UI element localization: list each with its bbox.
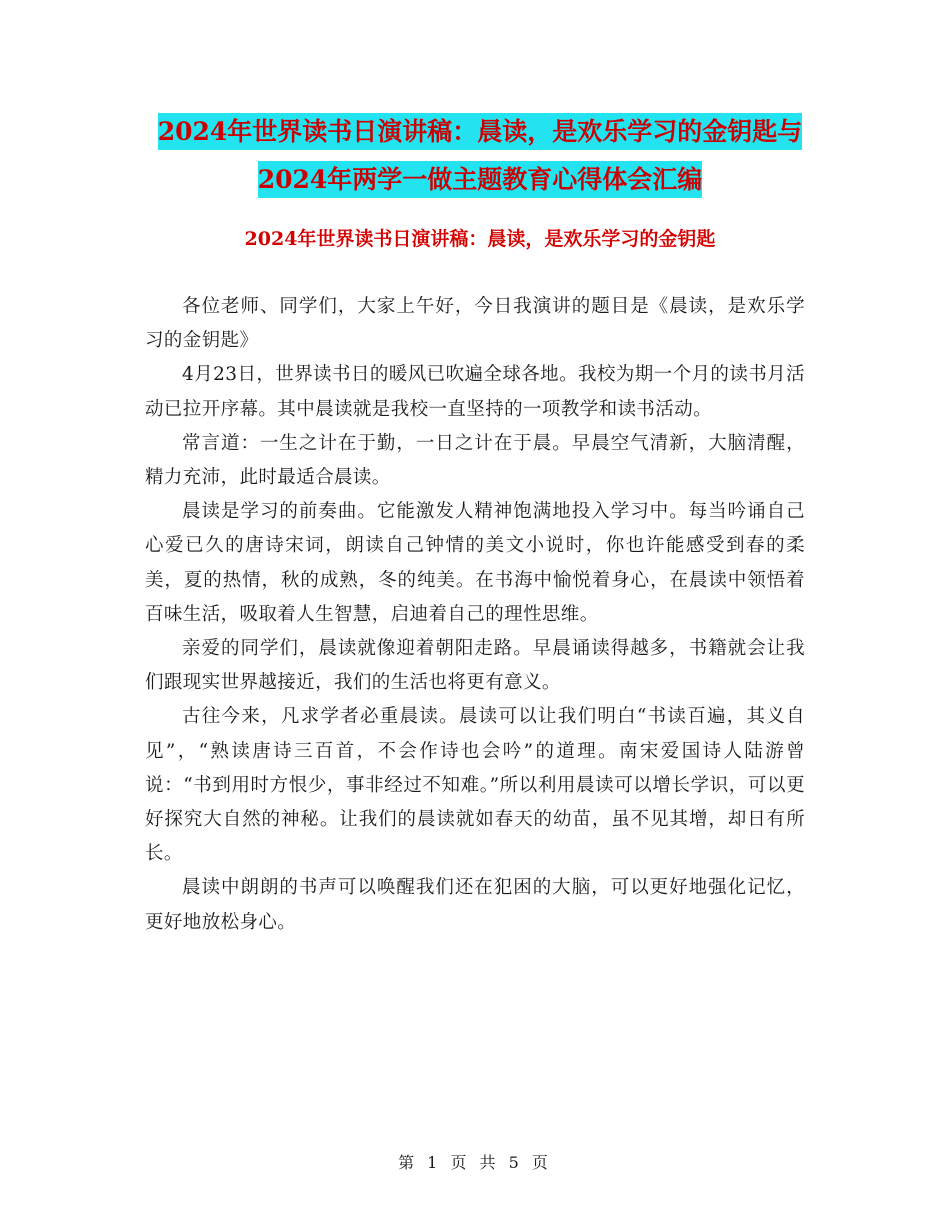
paragraph: 晨读中朗朗的书声可以唤醒我们还在犯困的大脑，可以更好地强化记忆，更好地放松身心。 xyxy=(145,877,805,933)
document-title-highlight: 2024年世界读书日演讲稿：晨读，是欢乐学习的金钥匙与2024年两学一做主题教育心得体会汇编 xyxy=(158,113,803,198)
paragraph: 4月23日，世界读书日的暖风已吹遍全球各地。我校为期一个月的读书月活动已拉开序幕。其中晨读就是我校一直坚持的一项教学和读书活动。 xyxy=(145,364,805,420)
document-title xyxy=(140,108,820,204)
paragraph: 古往今来，凡求学者必重晨读。晨读可以让我们明白“书读百遍，其义自见”，“熟读唐诗三百首，不会作诗也会吟”的道理。南宋爱国诗人陆游曾说：“书到用时方恨少，事非经过不知难。”所以利用晨读可以增长学识，可以更好探究大自然的神秘。让我们的晨读就如春天的幼苗，虽不见其增，却日有所长。 xyxy=(145,706,805,865)
paragraph: 亲爱的同学们，晨读就像迎着朝阳走路。早晨诵读得越多，书籍就会让我们跟现实世界越接近，我们的生活也将更有意义。 xyxy=(145,638,805,694)
page-footer: 第 1 页 共 5 页 xyxy=(398,1153,552,1172)
body-text xyxy=(145,290,805,940)
section-title: 2024年世界读书日演讲稿：晨读，是欢乐学习的金钥匙 xyxy=(244,228,716,250)
paragraph: 晨读是学习的前奏曲。它能激发人精神饱满地投入学习中。每当吟诵自己心爱已久的唐诗宋词，朗读自己钟情的美文小说时，你也许能感受到春的柔美，夏的热情，秋的成熟，冬的纯美。在书海中愉悦着身心，在晨读中领悟着百味生活，吸取着人生智慧，启迪着自己的理性思维。 xyxy=(145,501,805,625)
paragraph: 常言道：一生之计在于勤，一日之计在于晨。早晨空气清新，大脑清醒，精力充沛，此时最适合晨读。 xyxy=(145,432,805,489)
paragraph: 各位老师、同学们，大家上午好，今日我演讲的题目是《晨读，是欢乐学习的金钥匙》 xyxy=(145,296,805,352)
